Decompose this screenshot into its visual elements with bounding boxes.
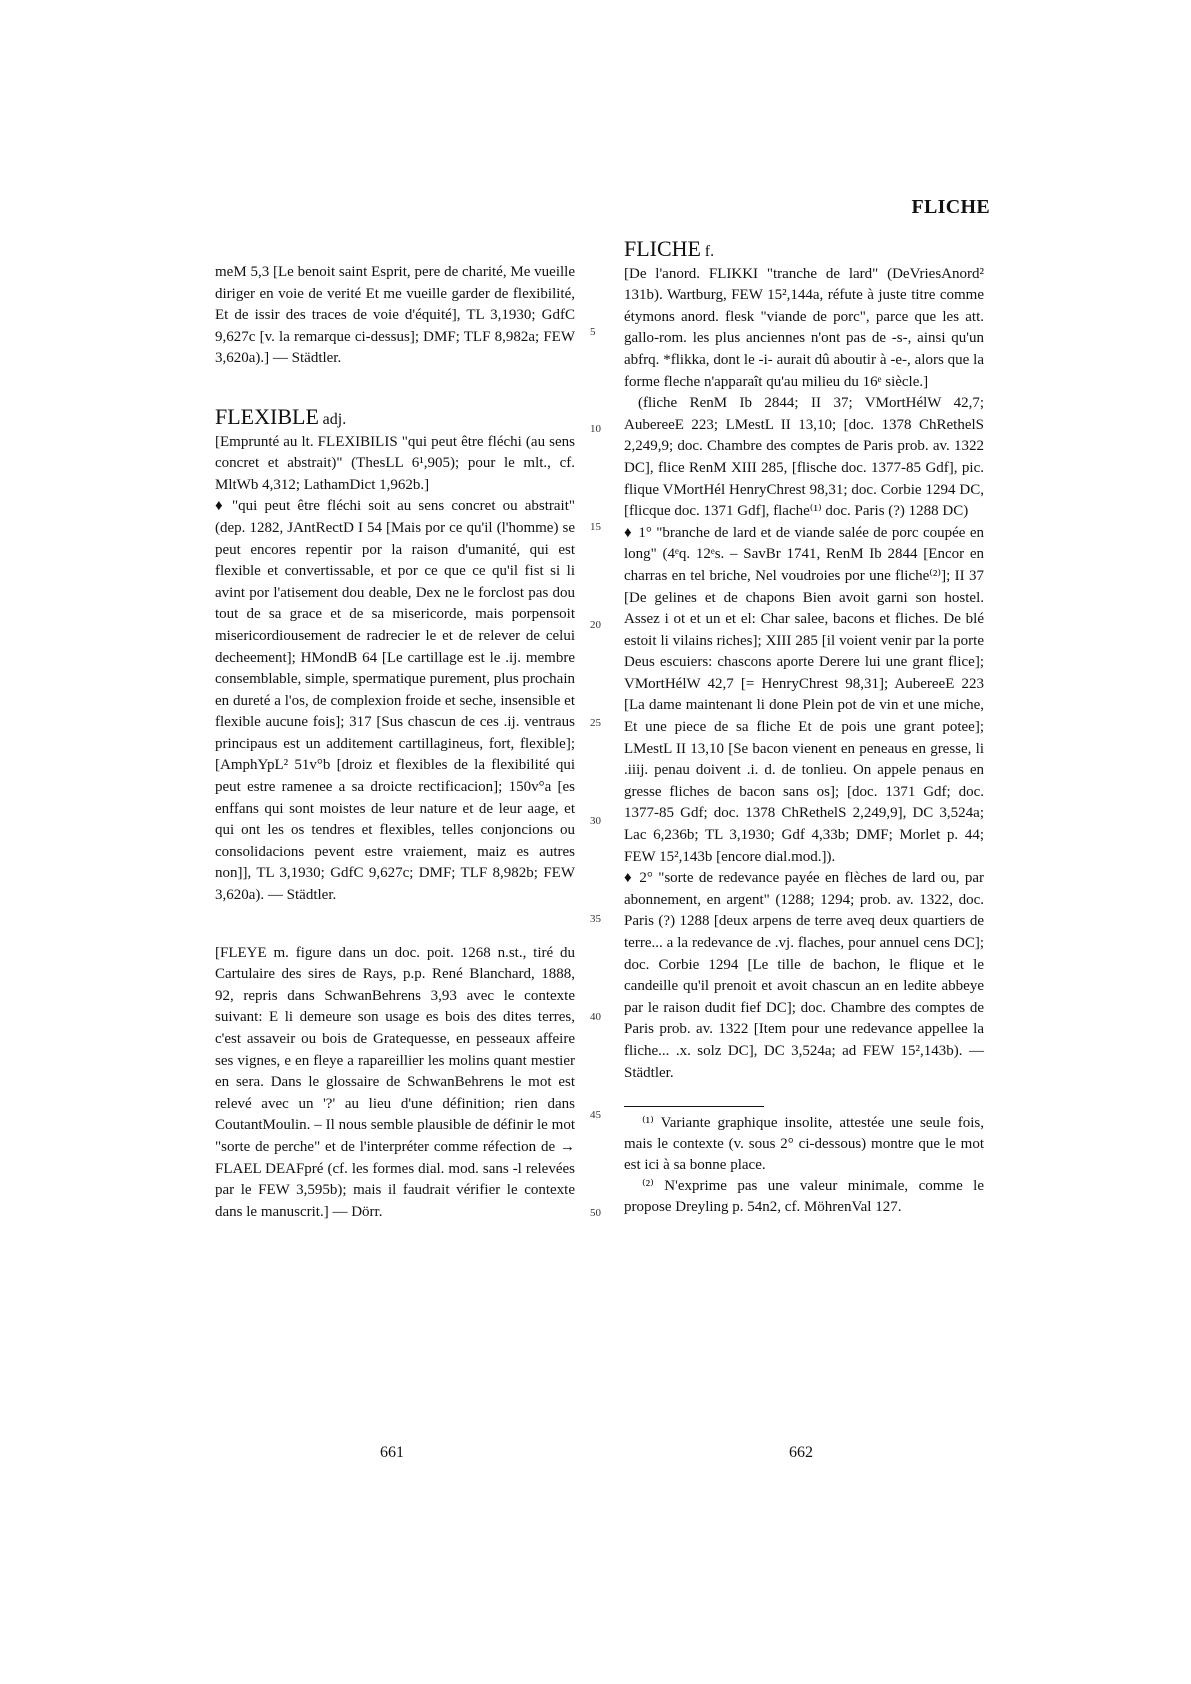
pos-flexible: adj. [322,410,347,428]
running-head: FLICHE [911,196,990,218]
sense-2-fliche: ♦ 2° "sorte de redevance payée en flèches de lard ou, par abonnement, en argent" (1288; 1294; prob. av. 1322, doc. Paris (?) 1288 [deux arpens de terre aveq deux quartiers de terre... a la redevance de .vj. flaches, pour annuel cens DC]; doc. Corbie 1294 [Le tille de bachon, le flique et le candeille qu'il prenoit et avoit chascun an en ledite abbeye par le raison dudit fief DC]; doc. Chambre des comptes de Paris prob. av. 1322 [Item pour une redevance appellee la fliche... .x. solz DC], DC 3,524a; ad FEW 15²,143b). — Städtler. [624,868,984,1084]
line-number: 30 [590,815,601,827]
line-number: 20 [590,619,601,631]
line-number: 10 [590,423,601,435]
line-number: 25 [590,717,601,729]
sense-flexible: ♦ "qui peut être fléchi soit au sens concret ou abstrait" (dep. 1282, JAntRectD I 54 [Mais por ce qu'il (l'homme) se peut encores repentir por la raison d'umanité, qui est flexible et convertissable, et por ce que ce qu'il fist si li avint por l'atisement dou deable, Dex ne le forclost pas dou tout de sa grace et de sa misericorde, mais porpensoit misericordiousement de radrecier le et de relever de celui decheement]; HMondB 64 [Le cartillage est le .ij. membre consemblable, simple, spermatique purement, plus prochain en dureté a l'os, de complexion froide et seche, insensible et flexible aucune fois]; 317 [Sus chascun de ces .ij. ventraus principaus est un additement cartillagineus, fort, flexible]; [AmphYpL² 51v°b [droiz et flexibles de la flexibilité qui peut estre ramenee a sa droicte rectificacion]; 150v°a [es enffans qui sont moistes de leur nature et de leur aage, et qui ont les os tendres et flexibles, telles conjoncions ou consolidacions pevent estre vraiement, maiz es autres non]], TL 3,1930; GdfC 9,627c; DMF; TLF 8,982b; FEW 3,620a). — Städtler. [215,496,575,906]
etymology-flexible: [Emprunté au lt. FLEXIBILIS "qui peut être fléchi (au sens concret et abstrait)" (ThesLL 6¹,905); pour le mlt., cf. MltWb 4,312; LathamDict 1,962b.] [215,433,575,493]
headword-fliche: FLICHE [624,236,701,261]
footnote-2: ⁽²⁾ N'exprime pas une valeur minimale, comme le propose Dreyling p. 54n2, cf. MöhrenVal 127. [624,1178,984,1216]
footnote-1: ⁽¹⁾ Variante graphique insolite, attestée une seule fois, mais le contexte (v. sous 2° ci-dessous) montre que le mot est ici à sa bonne place. [624,1115,984,1174]
sense-1-fliche: ♦ 1° "branche de lard et de viande salée de porc coupée en long" (4ᵉq. 12ᵉs. – SavBr 1741, RenM Ib 2844 [Encor en charras en tel briche, Nel voudroies por une fliche⁽²⁾]; II 37 [De gelines et de chapons Bien avoit garni son hostel. Assez i ot et un et el: Char salee, bacons et fliches. De blé estoit li vilains riches]; XIII 285 [il voient venir par la porte Deus escuiers: chascons aporte Derere lui une grant flice]; VMortHélW 42,7 [= HenryChrest 98,31]; AubereeE 223 [La dame maintenant li done Plein pot de vin et une miche, Et une piece de sa fliche Et de pois une grant potee]; LMestL II 13,10 [Se bacon vienent en peneaus en gresse, li .iiij. penau doivent .i. d. de tonlieu. On appele penaus en gresse fliches de bacon sans os]; [doc. 1371 Gdf; doc. 1377-85 Gdf; doc. 1378 ChRethelS 2,249,9], DC 3,524a; Lac 6,236b; TL 3,1930; Gdf 4,33b; DMF; Morlet p. 44; FEW 15²,143b [encore dial.mod.]). [624,523,984,869]
line-number: 5 [590,326,596,338]
continuation-paragraph: meM 5,3 [Le benoit saint Esprit, pere de charité, Me vueille diriger en voie de verité Et me vueille garder de flexibilité, Et de issir des traces de voie d'équité], TL 3,1930; GdfC 9,627c [v. la remarque ci-dessus]; DMF; TLF 8,982a; FEW 3,620a).] — Städtler. [215,264,575,367]
fleye-text: [FLEYE m. figure dans un doc. poit. 1268 n.st., tiré du Cartulaire des sires de Rays, p.p. René Blanchard, 1888, 92, repris dans SchwanBehrens 3,93 avec le contexte suivant: E li demeure son usage es bois des dites terres, c'est assaveir ou bois de Gratequesse, en pesseaux affeire ses vignes, e en fleye a rapareillier les molins quant mestier en sera. Dans le glossaire de SchwanBehrens le mot est relevé avec un '?' au lieu d'une définition; rien dans CoutantMoulin. – Il nous semble plausible de définir le mot "sorte de perche" et de l'interpréter comme réfection de → FLAEL DEAFpré (cf. les formes dial. mod. sans -l relevées par le FEW 3,595b); mais il faudrait vérifier le contexte dans le manuscrit.] — Dörr. [215,944,575,1220]
pos-fliche: f. [704,243,715,260]
entry-fliche-heading [624,238,984,264]
page-number-left: 661 [380,1444,404,1461]
entry-fleye [215,943,575,1224]
line-number: 45 [590,1109,601,1121]
line-number: 40 [590,1011,601,1023]
right-column [624,238,984,1218]
line-number: 15 [590,521,601,533]
line-number: 50 [590,1207,601,1219]
etymology-fliche: [De l'anord. FLIKKI "tranche de lard" (DeVriesAnord² 131b). Wartburg, FEW 15²,144a, réfute à juste titre comme étymons anord. flesk "viande de porc", parce que les att. gallo-rom. les plus anciennes n'ont pas de -s-, ainsi qu'un abfrq. *flikka, dont le -i- aurait dû aboutir à -e-, alors que la forme fleche n'apparaît qu'au milieu du 16ᵉ siècle.] [624,265,984,390]
footnote-rule [624,1106,764,1107]
line-number: 35 [590,913,601,925]
entry-flexible-heading [215,403,575,432]
headword-flexible: FLEXIBLE [215,403,319,429]
forms-fliche: (fliche RenM Ib 2844; II 37; VMortHélW 42,7; AubereeE 223; LMestL II 13,10; [doc. 1378 ChRethelS 2,249,9; doc. Chambre des comptes de Paris prob. av. 1322 DC], flice RenM XIII 285, [flische doc. 1377-85 Gdf], pic. flique VMortHél HenryChrest 98,31; doc. Corbie 1294 DC, [flicque doc. 1371 Gdf], flache⁽¹⁾ doc. Paris (?) 1288 DC) [624,395,984,520]
left-column [215,262,575,1223]
page-number-right: 662 [789,1444,813,1461]
